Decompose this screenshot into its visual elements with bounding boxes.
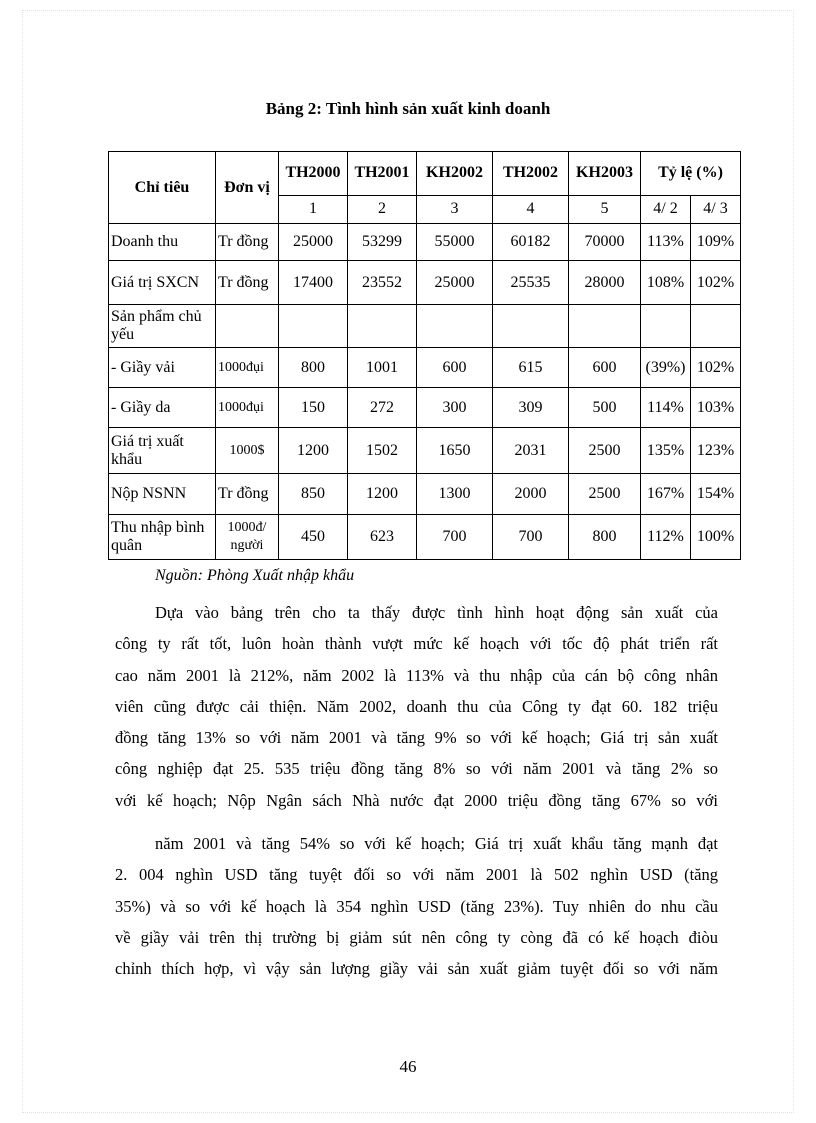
- text-line: viên cũng được cải thiện. Năm 2002, doanh thu của Công ty đạt 60. 182 triệu: [115, 696, 718, 716]
- ratio-cell: 102%: [691, 348, 741, 388]
- value-cell: 700: [417, 515, 493, 560]
- ratio-cell: 112%: [641, 515, 691, 560]
- value-cell: [279, 305, 348, 348]
- value-cell: [348, 305, 417, 348]
- row-unit: Tr đồng: [216, 261, 279, 305]
- ratio-cell: [691, 305, 741, 348]
- value-cell: 28000: [569, 261, 641, 305]
- value-cell: 17400: [279, 261, 348, 305]
- value-cell: 615: [493, 348, 569, 388]
- value-cell: 55000: [417, 224, 493, 261]
- value-cell: 309: [493, 388, 569, 428]
- value-cell: 25000: [417, 261, 493, 305]
- value-cell: 23552: [348, 261, 417, 305]
- text-line: về giầy vải trên thị trường bị giảm sút nên công ty còng đã có kế hoạch điòu: [115, 927, 718, 947]
- index-cell: 4: [493, 195, 569, 223]
- value-cell: 2000: [493, 474, 569, 515]
- text-line: 2. 004 nghìn USD tăng tuyệt đối so với năm 2001 là 502 nghìn USD (tăng: [115, 865, 718, 885]
- ratio-cell: 167%: [641, 474, 691, 515]
- value-cell: [493, 305, 569, 348]
- value-cell: 1300: [417, 474, 493, 515]
- header-year: TH2002: [493, 152, 569, 196]
- index-cell: 3: [417, 195, 493, 223]
- row-label: - Giầy da: [109, 388, 216, 428]
- header-year: KH2003: [569, 152, 641, 196]
- value-cell: 1650: [417, 428, 493, 474]
- row-label: Giá trị SXCN: [109, 261, 216, 305]
- value-cell: 500: [569, 388, 641, 428]
- ratio-cell: (39%): [641, 348, 691, 388]
- table-row: [109, 224, 741, 261]
- value-cell: 700: [493, 515, 569, 560]
- table-row: [109, 388, 741, 428]
- index-cell: 2: [348, 195, 417, 223]
- ratio-cell: 135%: [641, 428, 691, 474]
- table-row: [109, 474, 741, 515]
- table-title: Bảng 2: Tình hình sản xuất kinh doanh: [265, 99, 551, 118]
- value-cell: 1200: [279, 428, 348, 474]
- source-note: Nguồn: Phòng Xuất nhập khẩu: [155, 567, 355, 584]
- paragraph-2: [115, 828, 718, 984]
- table-row: [109, 428, 741, 474]
- ratio-cell: 123%: [691, 428, 741, 474]
- text-line: công nghiệp đạt 25. 535 triệu đồng tăng 8% so với năm 2001 và tăng 2% so: [115, 759, 718, 779]
- text-line: công ty rất tốt, luôn hoàn thành vượt mức kế hoạch với tốc độ phát triển rất: [115, 634, 718, 654]
- text-line: 35%) và so với kế hoạch là 354 nghìn USD (tăng 23%). Tuy nhiên do nhu cầu: [115, 896, 718, 916]
- value-cell: 1001: [348, 348, 417, 388]
- page-number: 46: [399, 1057, 417, 1076]
- value-cell: 25535: [493, 261, 569, 305]
- ratio-cell: 102%: [691, 261, 741, 305]
- ratio-cell: 100%: [691, 515, 741, 560]
- value-cell: 800: [279, 348, 348, 388]
- row-label: Sản phẩm chủ yếu: [109, 305, 216, 348]
- text-line: Dựa vào bảng trên cho ta thấy được tình hình hoạt động sản xuất của: [155, 603, 718, 622]
- value-cell: 272: [348, 388, 417, 428]
- row-unit: Tr đồng: [216, 224, 279, 261]
- text-line: với kế hoạch; Nộp Ngân sách Nhà nước đạt 2000 triệu đồng tăng 67% so với: [115, 790, 718, 810]
- value-cell: 1200: [348, 474, 417, 515]
- value-cell: [417, 305, 493, 348]
- table-row: [109, 348, 741, 388]
- row-label: Giá trị xuất khẩu: [109, 428, 216, 474]
- ratio-cell: 109%: [691, 224, 741, 261]
- text-line: chỉnh thích hợp, vì vậy sản lượng giầy vải sản xuất giảm tuyệt đối so với năm: [115, 959, 718, 979]
- row-label: Nộp NSNN: [109, 474, 216, 515]
- header-year: KH2002: [417, 152, 493, 196]
- index-cell: 4/ 3: [691, 195, 741, 223]
- value-cell: 600: [569, 348, 641, 388]
- value-cell: 150: [279, 388, 348, 428]
- row-unit: 1000$: [216, 428, 279, 474]
- value-cell: 623: [348, 515, 417, 560]
- ratio-cell: 154%: [691, 474, 741, 515]
- ratio-cell: 103%: [691, 388, 741, 428]
- value-cell: 70000: [569, 224, 641, 261]
- row-unit: 1000đụi: [216, 388, 279, 428]
- table-row: [109, 515, 741, 560]
- value-cell: 600: [417, 348, 493, 388]
- index-cell: 5: [569, 195, 641, 223]
- header-row: [109, 152, 741, 196]
- ratio-cell: 113%: [641, 224, 691, 261]
- value-cell: 60182: [493, 224, 569, 261]
- text-line: năm 2001 và tăng 54% so với kế hoạch; Giá trị xuất khẩu tăng mạnh đạt: [155, 834, 718, 853]
- row-unit: 1000đ/ người: [216, 515, 279, 560]
- row-label: Thu nhập bình quân: [109, 515, 216, 560]
- header-indicator: Chỉ tiêu: [109, 152, 216, 224]
- table-row: [109, 305, 741, 348]
- row-unit: 1000đụi: [216, 348, 279, 388]
- header-year: TH2000: [279, 152, 348, 196]
- row-label: Doanh thu: [109, 224, 216, 261]
- value-cell: 53299: [348, 224, 417, 261]
- row-unit: Tr đồng: [216, 474, 279, 515]
- paragraph-1: [115, 597, 718, 816]
- value-cell: 2500: [569, 428, 641, 474]
- value-cell: 2031: [493, 428, 569, 474]
- production-table: [108, 151, 741, 560]
- value-cell: 300: [417, 388, 493, 428]
- value-cell: 25000: [279, 224, 348, 261]
- value-cell: 850: [279, 474, 348, 515]
- header-ratio: Tỷ lệ (%): [641, 152, 741, 196]
- index-cell: 4/ 2: [641, 195, 691, 223]
- row-unit: [216, 305, 279, 348]
- ratio-cell: [641, 305, 691, 348]
- value-cell: 800: [569, 515, 641, 560]
- value-cell: 1502: [348, 428, 417, 474]
- header-year: TH2001: [348, 152, 417, 196]
- value-cell: 450: [279, 515, 348, 560]
- row-label: - Giầy vải: [109, 348, 216, 388]
- text-line: đồng tăng 13% so với năm 2001 và tăng 9% so với kế hoạch; Giá trị sản xuất: [115, 728, 718, 748]
- ratio-cell: 114%: [641, 388, 691, 428]
- value-cell: 2500: [569, 474, 641, 515]
- header-unit: Đơn vị: [216, 152, 279, 224]
- text-line: cao năm 2001 là 212%, năm 2002 là 113% và thu nhập của cán bộ công nhân: [115, 665, 718, 685]
- value-cell: [569, 305, 641, 348]
- table-row: [109, 261, 741, 305]
- ratio-cell: 108%: [641, 261, 691, 305]
- index-cell: 1: [279, 195, 348, 223]
